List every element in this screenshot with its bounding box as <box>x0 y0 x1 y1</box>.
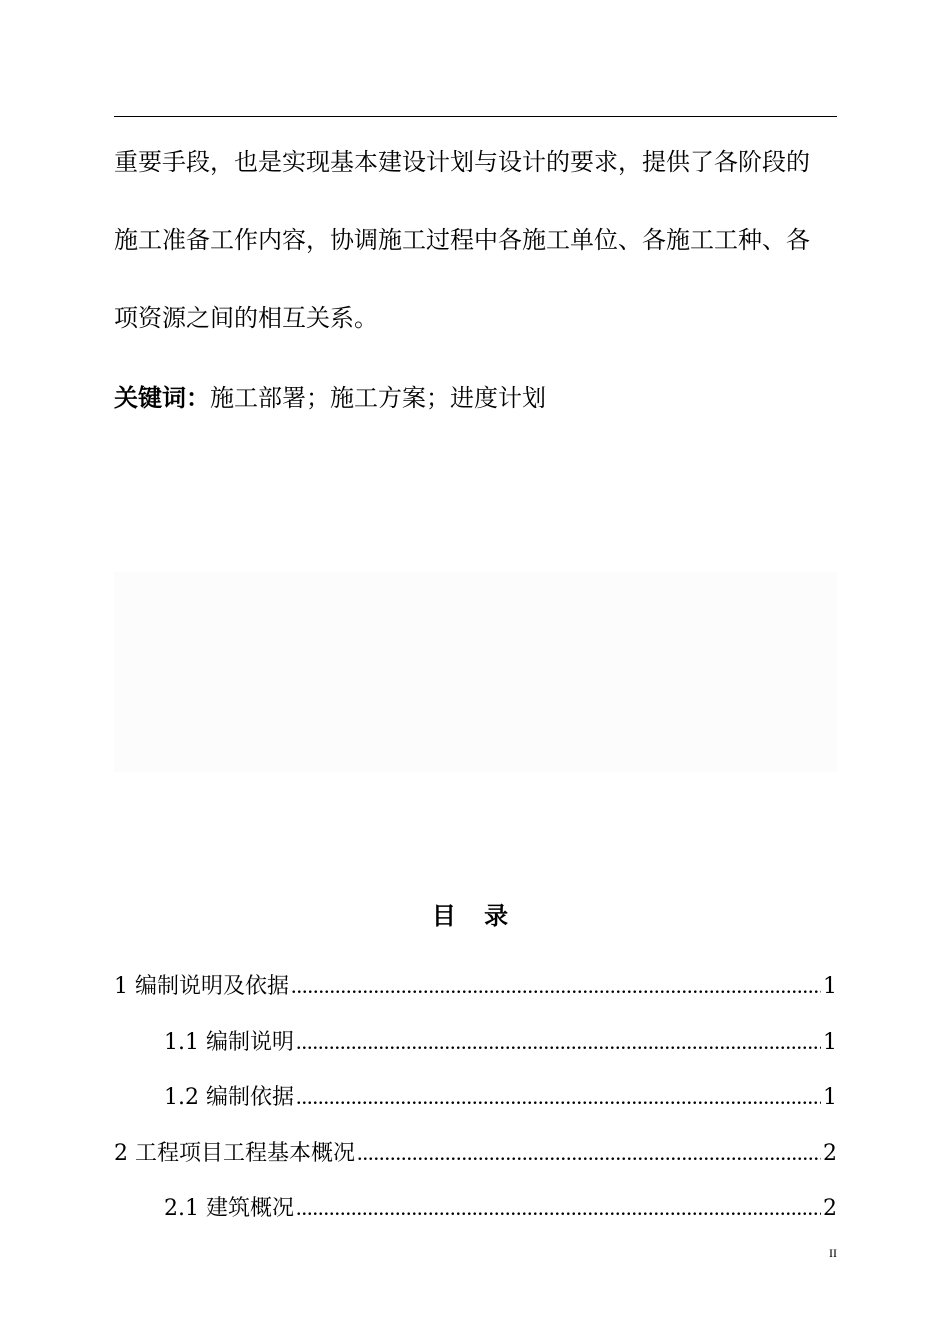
toc-leader-dots <box>296 1022 821 1062</box>
toc-leader-dots <box>296 1077 821 1117</box>
toc-entry-text: 1 编制说明及依据 <box>114 974 289 999</box>
blank-area <box>114 572 837 772</box>
toc-entry-page: 1 <box>823 974 837 999</box>
toc-entry-page: 1 <box>823 1030 837 1055</box>
toc-leader-dots <box>296 1188 821 1228</box>
toc-entry-page: 2 <box>823 1141 837 1166</box>
toc-title: 目 录 <box>431 901 519 930</box>
toc-entry[interactable] <box>164 1077 837 1117</box>
toc-entry-page: 2 <box>823 1196 837 1221</box>
toc-leader-dots <box>291 966 821 1006</box>
toc-leader-dots <box>357 1133 821 1173</box>
toc-entry-text: 2.1 建筑概况 <box>164 1196 294 1221</box>
keywords-value: 施工部署；施工方案；进度计划 <box>210 384 546 412</box>
page-number: II <box>829 1246 837 1260</box>
toc-entry-page: 1 <box>823 1085 837 1110</box>
keywords-label: 关键词： <box>114 383 210 412</box>
toc-entry-text: 2 工程项目工程基本概况 <box>114 1141 355 1166</box>
toc-entry-text: 1.2 编制依据 <box>164 1085 294 1110</box>
paragraph-line: 项资源之间的相互关系。 <box>114 304 378 332</box>
paragraph-line: 重要手段，也是实现基本建设计划与设计的要求，提供了各阶段的 <box>114 148 810 176</box>
toc-entry-text: 1.1 编制说明 <box>164 1030 294 1055</box>
toc-entry[interactable] <box>114 966 837 1006</box>
header-rule <box>114 116 837 117</box>
toc-entry[interactable] <box>164 1022 837 1062</box>
paragraph-line: 施工准备工作内容，协调施工过程中各施工单位、各施工工种、各 <box>114 226 810 254</box>
keywords-line <box>114 378 546 418</box>
toc-entry[interactable] <box>114 1133 837 1173</box>
body-paragraph <box>114 123 837 357</box>
toc-entry[interactable] <box>164 1188 837 1228</box>
